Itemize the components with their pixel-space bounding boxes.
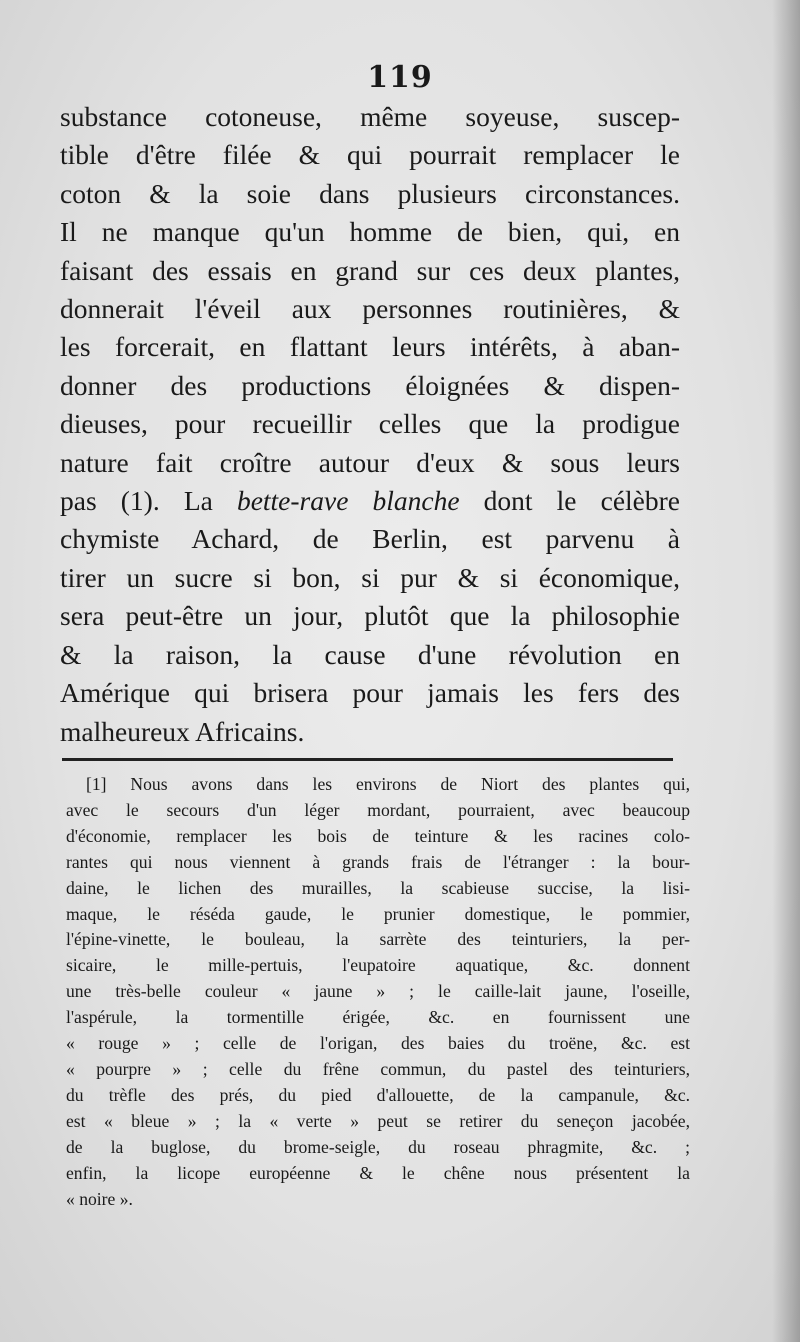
text-line: Il ne manque qu'un homme de bien, qui, en <box>60 216 680 248</box>
footnote-separator-rule <box>62 758 673 761</box>
footnote-line: rantes qui nous viennent à grands frais de l'étranger : la bour- <box>66 851 690 872</box>
text-line: Amérique qui brisera pour jamais les fers des <box>60 677 680 709</box>
footnote-line: maque, le réséda gaude, le prunier domestique, le pommier, <box>66 903 690 924</box>
text-line-with-italic <box>60 482 680 520</box>
footnote-line: « rouge » ; celle de l'origan, des baies du troëne, &c. est <box>66 1033 690 1054</box>
footnote-line: l'épine-vinette, le bouleau, la sarrète des teinturiers, la per- <box>66 929 690 950</box>
footnote-line: enfin, la licope européenne & le chêne nous présentent la <box>66 1162 690 1183</box>
footnote-line: avec le secours d'un léger mordant, pourraient, avec beaucoup <box>66 799 690 820</box>
footnote-line: est « bleue » ; la « verte » peut se retirer du seneçon jacobée, <box>66 1110 690 1131</box>
text-line: coton & la soie dans plusieurs circonstances. <box>60 177 680 209</box>
footnote-line: sicaire, le mille-pertuis, l'eupatoire aquatique, &c. donnent <box>66 955 690 976</box>
text-line: faisant des essais en grand sur ces deux plantes, <box>60 254 680 286</box>
text-line: donner des productions éloignées & dispen- <box>60 369 680 401</box>
text-line: tible d'être filée & qui pourrait remplacer le <box>60 139 680 171</box>
text-segment: dont le célèbre <box>459 485 680 517</box>
footnote-line: « noire ». <box>66 1188 133 1209</box>
footnote-line: une très-belle couleur « jaune » ; le caille-lait jaune, l'oseille, <box>66 981 690 1002</box>
text-line: les forcerait, en flattant leurs intérêts, à aban- <box>60 331 680 363</box>
italic-term: bette-rave blanche <box>236 485 460 517</box>
text-line: tirer un sucre si bon, si pur & si économique, <box>60 561 680 593</box>
text-line: sera peut-être un jour, plutôt que la philosophie <box>60 600 680 632</box>
footnote-line: l'aspérule, la tormentille érigée, &c. en fournissent une <box>66 1007 690 1028</box>
footnote-line: de la buglose, du brome-seigle, du roseau phragmite, &c. ; <box>66 1136 690 1157</box>
text-line: donnerait l'éveil aux personnes routinières, & <box>60 293 680 325</box>
footnote-line: du trèfle des prés, du pied d'allouette, de la campanule, &c. <box>66 1084 690 1105</box>
text-line: dieuses, pour recueillir celles que la prodigue <box>60 408 680 440</box>
text-line: chymiste Achard, de Berlin, est parvenu à <box>60 523 680 555</box>
footnote-line: daine, le lichen des murailles, la scabieuse succise, la lisi- <box>66 877 690 898</box>
text-line: malheureux Africains. <box>60 715 305 747</box>
footnote-line: d'économie, remplacer les bois de teinture & les racines colo- <box>66 825 690 846</box>
text-line: & la raison, la cause d'une révolution en <box>60 638 680 670</box>
main-paragraph <box>60 98 680 751</box>
footnote-line: « pourpre » ; celle du frêne commun, du pastel des teinturiers, <box>66 1058 690 1079</box>
page-number: 119 <box>367 60 433 95</box>
text-line: nature fait croître autour d'eux & sous leurs <box>60 446 680 478</box>
footnote <box>66 772 690 1212</box>
footnote-line: [1] Nous avons dans les environs de Niort des plantes qui, <box>86 774 690 794</box>
text-segment: pas (1). La <box>60 485 237 517</box>
text-line: substance cotoneuse, même soyeuse, suscep- <box>60 101 680 132</box>
page-edge-shadow <box>772 0 800 1342</box>
